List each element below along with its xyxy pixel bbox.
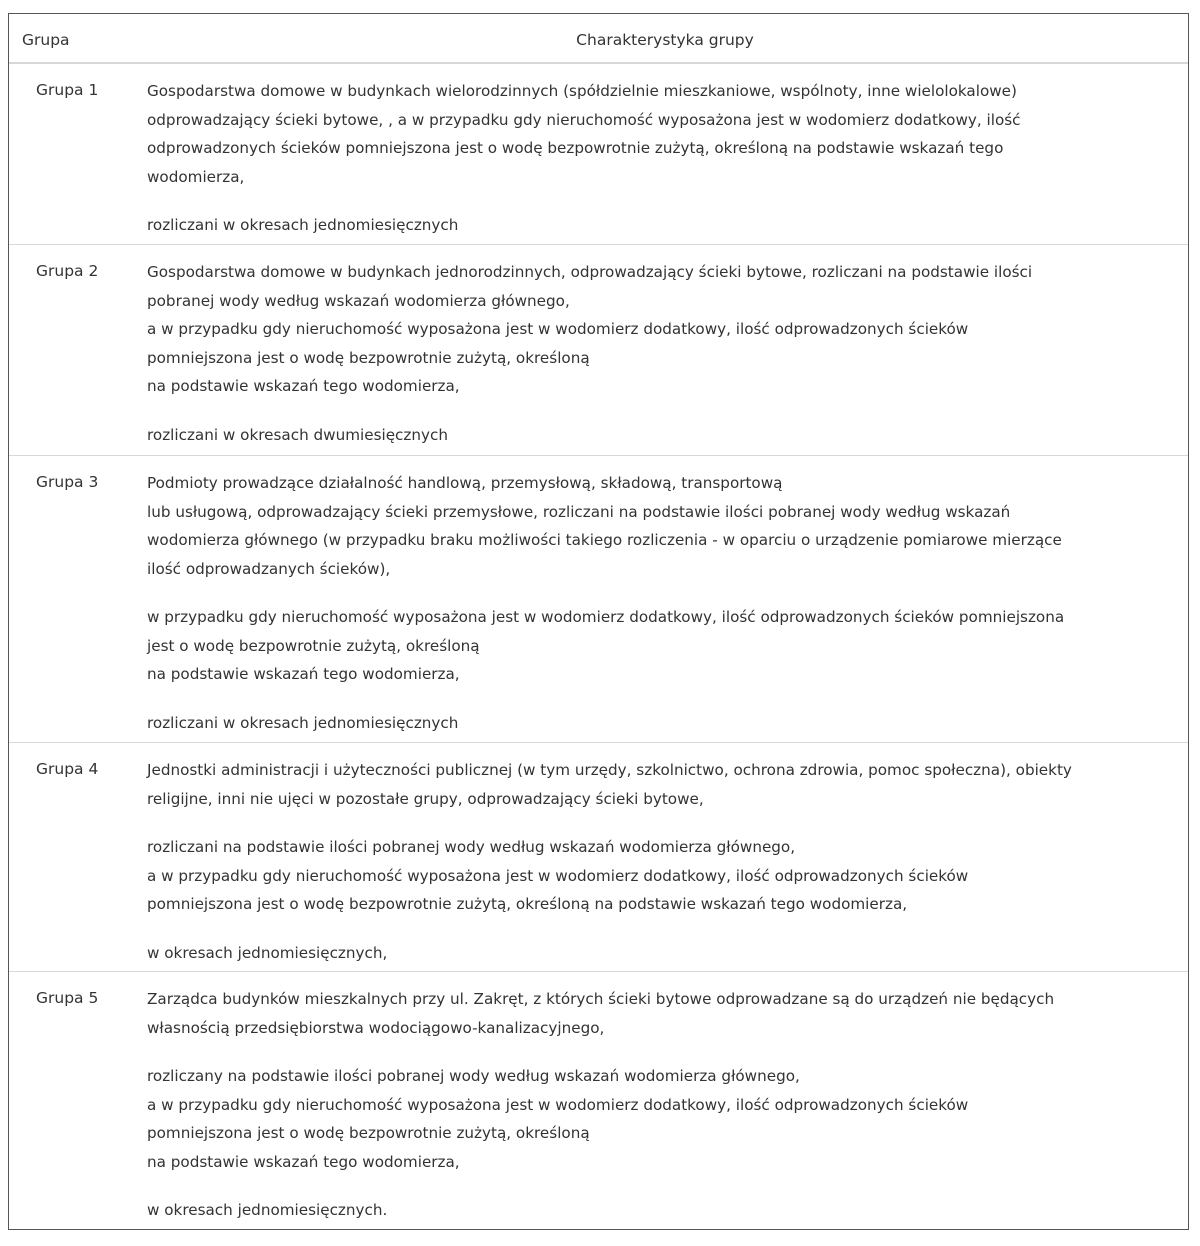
description-line: pomniejszona jest o wodę bezpowrotnie zużytą, określoną: [147, 348, 590, 367]
description-paragraph: [147, 469, 1183, 583]
description-line: w przypadku gdy nieruchomość wyposażona jest w wodomierz dodatkowy, ilość odprowadzonych ścieków pomniejszona: [147, 608, 1065, 626]
group-name-cell: Grupa 4: [36, 760, 99, 778]
description-line: pobranej wody według wskazań wodomierza głównego,: [147, 291, 570, 310]
header-group-column: Grupa: [22, 31, 70, 49]
group-description-cell: [147, 258, 1183, 449]
description-line: wodomierza,: [147, 167, 245, 186]
table-header-row: [9, 14, 1188, 64]
table-row: [9, 972, 1188, 1230]
description-line: własnością przedsiębiorstwa wodociągowo-kanalizacyjnego,: [147, 1018, 605, 1037]
description-paragraph: [147, 1062, 1183, 1176]
table-row: [9, 64, 1188, 245]
description-line: religijne, inni nie ujęci w pozostałe grupy, odprowadzający ścieki bytowe,: [147, 789, 704, 808]
description-line: ilość odprowadzanych ścieków),: [147, 559, 391, 578]
description-paragraph: [147, 833, 1183, 919]
description-paragraph: [147, 211, 1183, 240]
description-line: rozliczani na podstawie ilości pobranej wody według wskazań wodomierza głównego,: [147, 838, 796, 856]
group-description-cell: [147, 77, 1183, 240]
description-line: rozliczany na podstawie ilości pobranej wody według wskazań wodomierza głównego,: [147, 1067, 800, 1085]
description-line: Gospodarstwa domowe w budynkach wielorodzinnych (spółdzielnie mieszkaniowe, wspólnoty, inne wielolokalowe): [147, 82, 1017, 100]
description-line: pomniejszona jest o wodę bezpowrotnie zużytą, określoną na podstawie wskazań tego wodomierza,: [147, 895, 908, 913]
description-line: na podstawie wskazań tego wodomierza,: [147, 377, 460, 395]
description-paragraph: [147, 258, 1183, 401]
description-line: odprowadzonych ścieków pomniejszona jest o wodę bezpowrotnie zużytą, określoną na podstawie wskazań tego: [147, 139, 1004, 157]
description-paragraph: [147, 1196, 1183, 1225]
description-line: pomniejszona jest o wodę bezpowrotnie zużytą, określoną: [147, 1124, 590, 1142]
group-characteristics-table: [8, 13, 1189, 1230]
description-paragraph: [147, 985, 1183, 1042]
table-row: [9, 456, 1188, 743]
description-line: Zarządca budynków mieszkalnych przy ul. Zakręt, z których ścieki bytowe odprowadzane są do urządzeń nie będących: [147, 990, 1055, 1008]
table-row: [9, 245, 1188, 456]
description-line: odprowadzający ścieki bytowe, , a w przypadku gdy nieruchomość wyposażona jest w wodomierz dodatkowy, ilość: [147, 110, 1021, 129]
description-line: na podstawie wskazań tego wodomierza,: [147, 1152, 460, 1171]
group-description-cell: [147, 469, 1183, 737]
description-line: wodomierza głównego (w przypadku braku możliwości takiego rozliczenia - w oparciu o urządzenie pomiarowe mierzące: [147, 531, 1062, 549]
group-name-cell: Grupa 3: [36, 473, 99, 491]
description-line: lub usługową, odprowadzający ścieki przemysłowe, rozliczani na podstawie ilości pobranej wody według wskazań: [147, 502, 1011, 521]
description-line: Gospodarstwa domowe w budynkach jednorodzinnych, odprowadzający ścieki bytowe, rozliczani na podstawie ilości: [147, 263, 1033, 281]
group-name-cell: Grupa 1: [36, 81, 99, 99]
description-line: rozliczani w okresach jednomiesięcznych: [147, 216, 459, 234]
description-line: a w przypadku gdy nieruchomość wyposażona jest w wodomierz dodatkowy, ilość odprowadzonych ścieków: [147, 320, 969, 338]
description-line: w okresach jednomiesięcznych.: [147, 1201, 388, 1219]
description-line: a w przypadku gdy nieruchomość wyposażona jest w wodomierz dodatkowy, ilość odprowadzonych ścieków: [147, 866, 969, 885]
group-description-cell: [147, 756, 1183, 967]
description-line: Podmioty prowadzące działalność handlową, przemysłową, składową, transportową: [147, 474, 783, 492]
description-line: rozliczani w okresach dwumiesięcznych: [147, 425, 448, 444]
description-line: rozliczani w okresach jednomiesięcznych: [147, 713, 459, 732]
description-line: a w przypadku gdy nieruchomość wyposażona jest w wodomierz dodatkowy, ilość odprowadzonych ścieków: [147, 1095, 969, 1114]
description-line: na podstawie wskazań tego wodomierza,: [147, 665, 460, 683]
description-paragraph: [147, 939, 1183, 968]
description-line: jest o wodę bezpowrotnie zużytą, określoną: [147, 636, 480, 655]
description-paragraph: [147, 421, 1183, 450]
description-paragraph: [147, 756, 1183, 813]
group-description-cell: [147, 985, 1183, 1225]
description-paragraph: [147, 709, 1183, 738]
description-paragraph: [147, 77, 1183, 191]
group-name-cell: Grupa 2: [36, 262, 99, 280]
group-name-cell: Grupa 5: [36, 989, 99, 1007]
description-line: Jednostki administracji i użyteczności publicznej (w tym urzędy, szkolnictwo, ochrona zdrowia, pomoc społeczna), obiekty: [147, 761, 1072, 779]
description-line: w okresach jednomiesięcznych,: [147, 943, 388, 962]
description-paragraph: [147, 603, 1183, 689]
table-row: [9, 743, 1188, 972]
header-description-column: Charakterystyka grupy: [576, 31, 754, 49]
